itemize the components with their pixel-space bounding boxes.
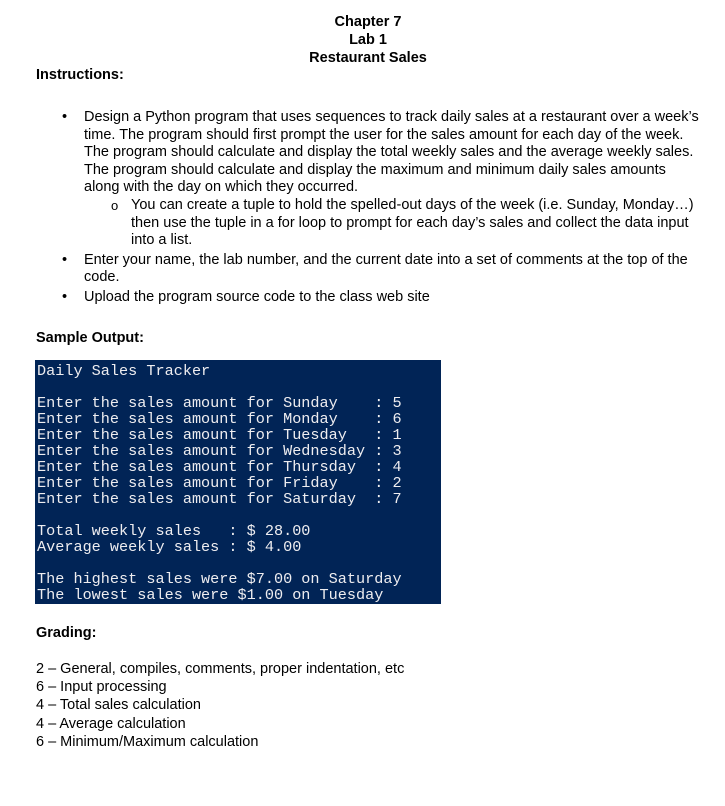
- sample-output-heading: Sample Output:: [36, 330, 144, 346]
- instructions-heading: Instructions:: [36, 67, 124, 83]
- console-line: Daily Sales Tracker: [37, 362, 211, 380]
- document-header: [0, 13, 725, 67]
- console-line: Enter the sales amount for Friday : 2: [37, 474, 402, 492]
- instruction-item: [0, 289, 725, 307]
- bullet-icon: •: [62, 288, 68, 305]
- instruction-text: Enter your name, the lab number, and the current date into a set of comments at the top of the code.: [84, 251, 688, 286]
- grading-item: 6 – Input processing: [36, 679, 167, 696]
- instructions-list: [0, 109, 725, 307]
- instruction-text: Design a Python program that uses sequences to track daily sales at a restaurant over a week’s time. The program should first prompt the user for the sales amount for each day of the week. The program should calculate and display the total weekly sales and the average weekly sales. The program should calculate and display the maximum and minimum daily sales amounts along with the day on which they occurred.: [84, 109, 699, 196]
- console-line: Enter the sales amount for Tuesday : 1: [37, 426, 402, 444]
- console-line: Enter the sales amount for Thursday : 4: [37, 458, 402, 476]
- grading-item: 4 – Total sales calculation: [36, 697, 201, 714]
- console-line: Enter the sales amount for Monday : 6: [37, 410, 402, 428]
- grading-item: 6 – Minimum/Maximum calculation: [36, 733, 259, 750]
- console-line: Enter the sales amount for Wednesday : 3: [37, 442, 402, 460]
- console-line: Enter the sales amount for Sunday : 5: [37, 394, 402, 412]
- grading-heading: Grading:: [36, 625, 97, 641]
- bullet-icon: •: [62, 109, 68, 125]
- bullet-icon: •: [62, 251, 68, 268]
- console-output: [35, 360, 441, 604]
- instruction-item: [0, 109, 725, 197]
- instruction-item: [0, 252, 725, 287]
- console-line: The highest sales were $7.00 on Saturday: [37, 570, 402, 588]
- lab-title: Restaurant Sales: [309, 50, 427, 66]
- chapter-title: Chapter 7: [334, 14, 402, 30]
- console-line: Total weekly sales : $ 28.00: [37, 522, 311, 540]
- console-line: Average weekly sales : $ 4.00: [37, 538, 302, 556]
- instruction-subitem: [0, 197, 725, 250]
- lab-number: Lab 1: [349, 32, 387, 48]
- console-line: The lowest sales were $1.00 on Tuesday: [37, 586, 384, 604]
- grading-item: 2 – General, compiles, comments, proper indentation, etc: [36, 661, 405, 677]
- instruction-subtext: You can create a tuple to hold the spelled-out days of the week (i.e. Sunday, Monday…) then use the tuple in a for loop to prompt for each day’s sales and collect the data input into a list.: [131, 196, 694, 249]
- hollow-bullet-icon: o: [111, 197, 119, 213]
- console-line: Enter the sales amount for Saturday : 7: [37, 490, 402, 508]
- grading-list: [36, 660, 404, 751]
- grading-item: 4 – Average calculation: [36, 715, 186, 732]
- instruction-text: Upload the program source code to the class web site: [84, 288, 430, 305]
